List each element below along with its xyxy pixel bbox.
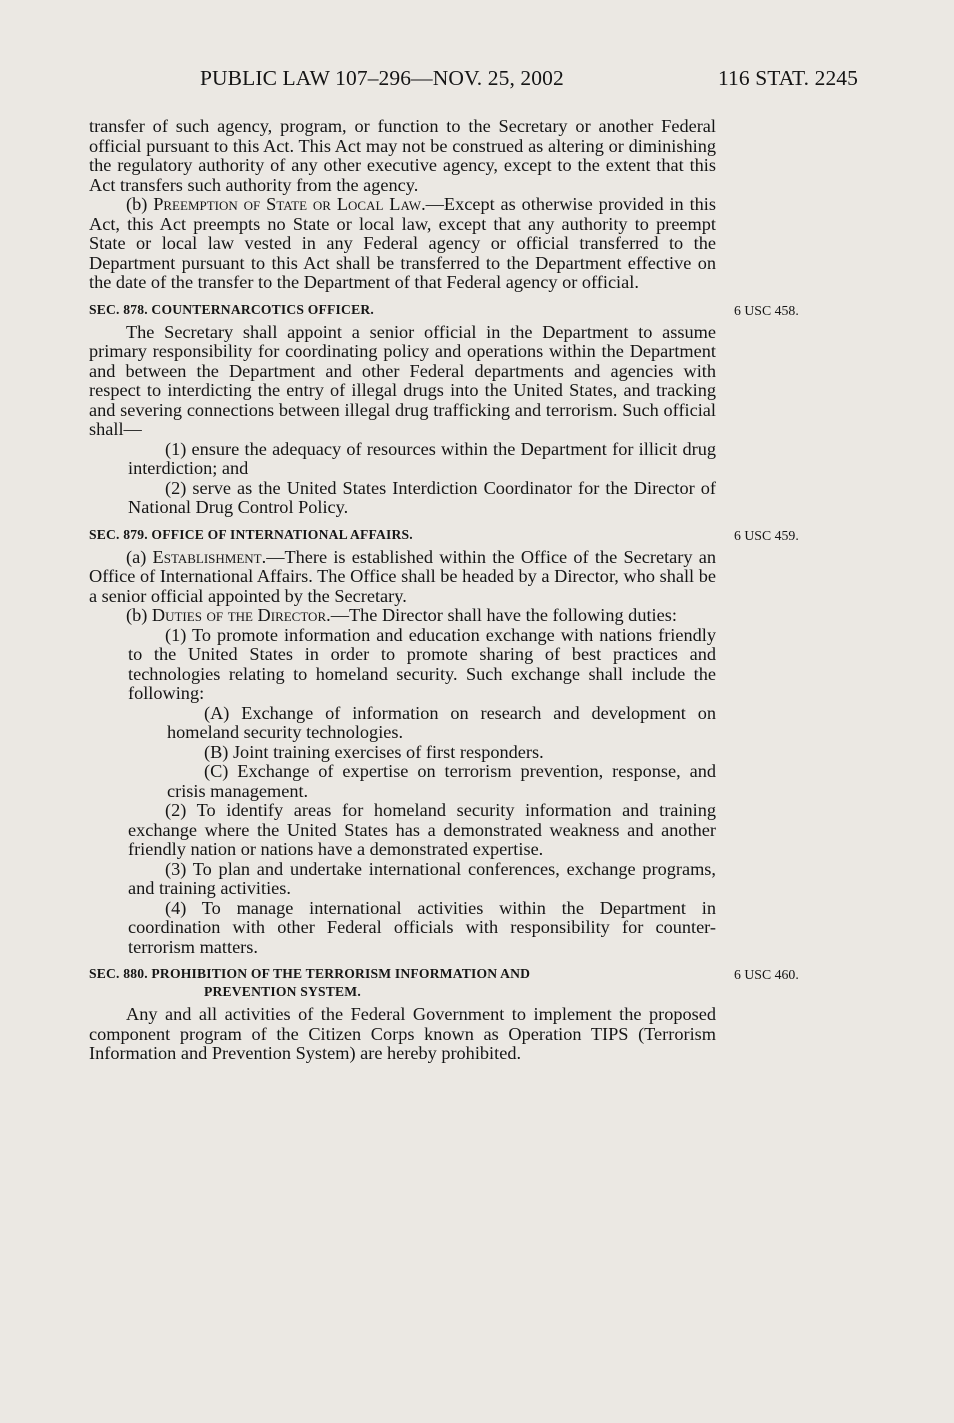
public-law-citation: PUBLIC LAW 107–296—NOV. 25, 2002 — [200, 66, 564, 90]
subsection-label: (b) — [126, 605, 148, 625]
running-header — [200, 66, 858, 94]
subsection-heading: Preemption of State or Local Law — [153, 194, 422, 214]
section-880-heading — [89, 965, 799, 1001]
section-title-line-1: SEC. 880. PROHIBITION OF THE TERRORISM INFORMATION AND — [89, 966, 531, 981]
section-880-body: Any and all activities of the Federal Government to implement the proposed component program of the Citizen Corps known as Operation TIPS (Terrorism Information and Prevention System) are hereby prohibited. — [89, 1004, 716, 1063]
subsection-label: (b) — [126, 194, 148, 214]
sub-list-item: (A) Exchange of information on research and development on homeland security technologies. — [167, 702, 716, 742]
usc-margin-note: 6 USC 458. — [734, 302, 799, 318]
subsection-establishment — [89, 548, 716, 607]
section-878-heading — [89, 301, 799, 319]
section-879-heading — [89, 526, 799, 544]
list-item: (1) To promote information and education exchange with nations friendly to the United States in order to promote sharing of best practices and technologies relating to homeland security. Such exchange shall include the following: — [128, 624, 716, 703]
sub-list-item: (C) Exchange of expertise on terrorism prevention, response, and crisis management. — [167, 761, 716, 801]
subsection-label: (a) — [126, 546, 147, 567]
usc-margin-note: 6 USC 459. — [734, 527, 799, 543]
section-title: SEC. 879. OFFICE OF INTERNATIONAL AFFAIRS. — [89, 526, 413, 542]
statute-page-number: 116 STAT. 2245 — [717, 66, 858, 90]
list-item: (1) ensure the adequacy of resources within the Department for illicit drug interdiction; and — [128, 438, 716, 478]
subsection-duties — [89, 606, 716, 626]
subsection-text: .—There is established within the Office of the Secretary an Office of International Affairs. The Office shall be headed by a Director, who shall be a senior official appointed by the Secretary. — [89, 546, 716, 606]
section-title: SEC. 878. COUNTERNARCOTICS OFFICER. — [89, 301, 374, 317]
document-body — [89, 116, 799, 1064]
subsection-heading: Duties of the Director — [151, 605, 327, 625]
list-item: (2) serve as the United States Interdiction Coordinator for the Director of National Drug Control Policy. — [128, 477, 716, 517]
list-item: (3) To plan and undertake international conferences, exchange programs, and training activities. — [128, 858, 716, 898]
list-item: (2) To identify areas for homeland security information and training exchange where the United States has a demonstrated weakness and another friendly nation or nations have a demonstrated expertise. — [128, 800, 716, 859]
paragraph-intro: transfer of such agency, program, or function to the Secretary or another Federal official pursuant to this Act. This Act may not be construed as altering or diminishing the regulatory authority of any other executive agency, except to the extent that this Act transfers such authority from the agency. — [89, 116, 716, 195]
sub-list-item: (B) Joint training exercises of first responders. — [204, 741, 544, 762]
subsection-heading: Establishment — [152, 546, 262, 567]
section-878-body: The Secretary shall appoint a senior official in the Department to assume primary responsibility for coordinating policy and operations within the Department and between the Department and other Federal departments and agencies with respect to interdicting the entry of illegal drugs into the United States, and tracking and severing connections between illegal drug trafficking and terrorism. Such official shall— — [89, 321, 716, 439]
usc-margin-note: 6 USC 460. — [734, 967, 799, 982]
list-item: (4) To manage international activities within the Department in coordination with other Federal officials with responsibility for counter-terrorism matters. — [128, 897, 716, 957]
paragraph-preemption — [89, 195, 716, 293]
subsection-text: .—Except as otherwise provided in this Act, this Act preempts no State or local law, except that any authority to preempt State or local law vested in any Federal agency or official transferred to the Department pursuant to this Act shall be transferred to the Department effective on the date of the transfer to the Department of that Federal agency or official. — [89, 194, 716, 292]
section-title-line-2: PREVENTION SYSTEM. — [204, 984, 361, 999]
subsection-text: .—The Director shall have the following duties: — [326, 605, 677, 625]
